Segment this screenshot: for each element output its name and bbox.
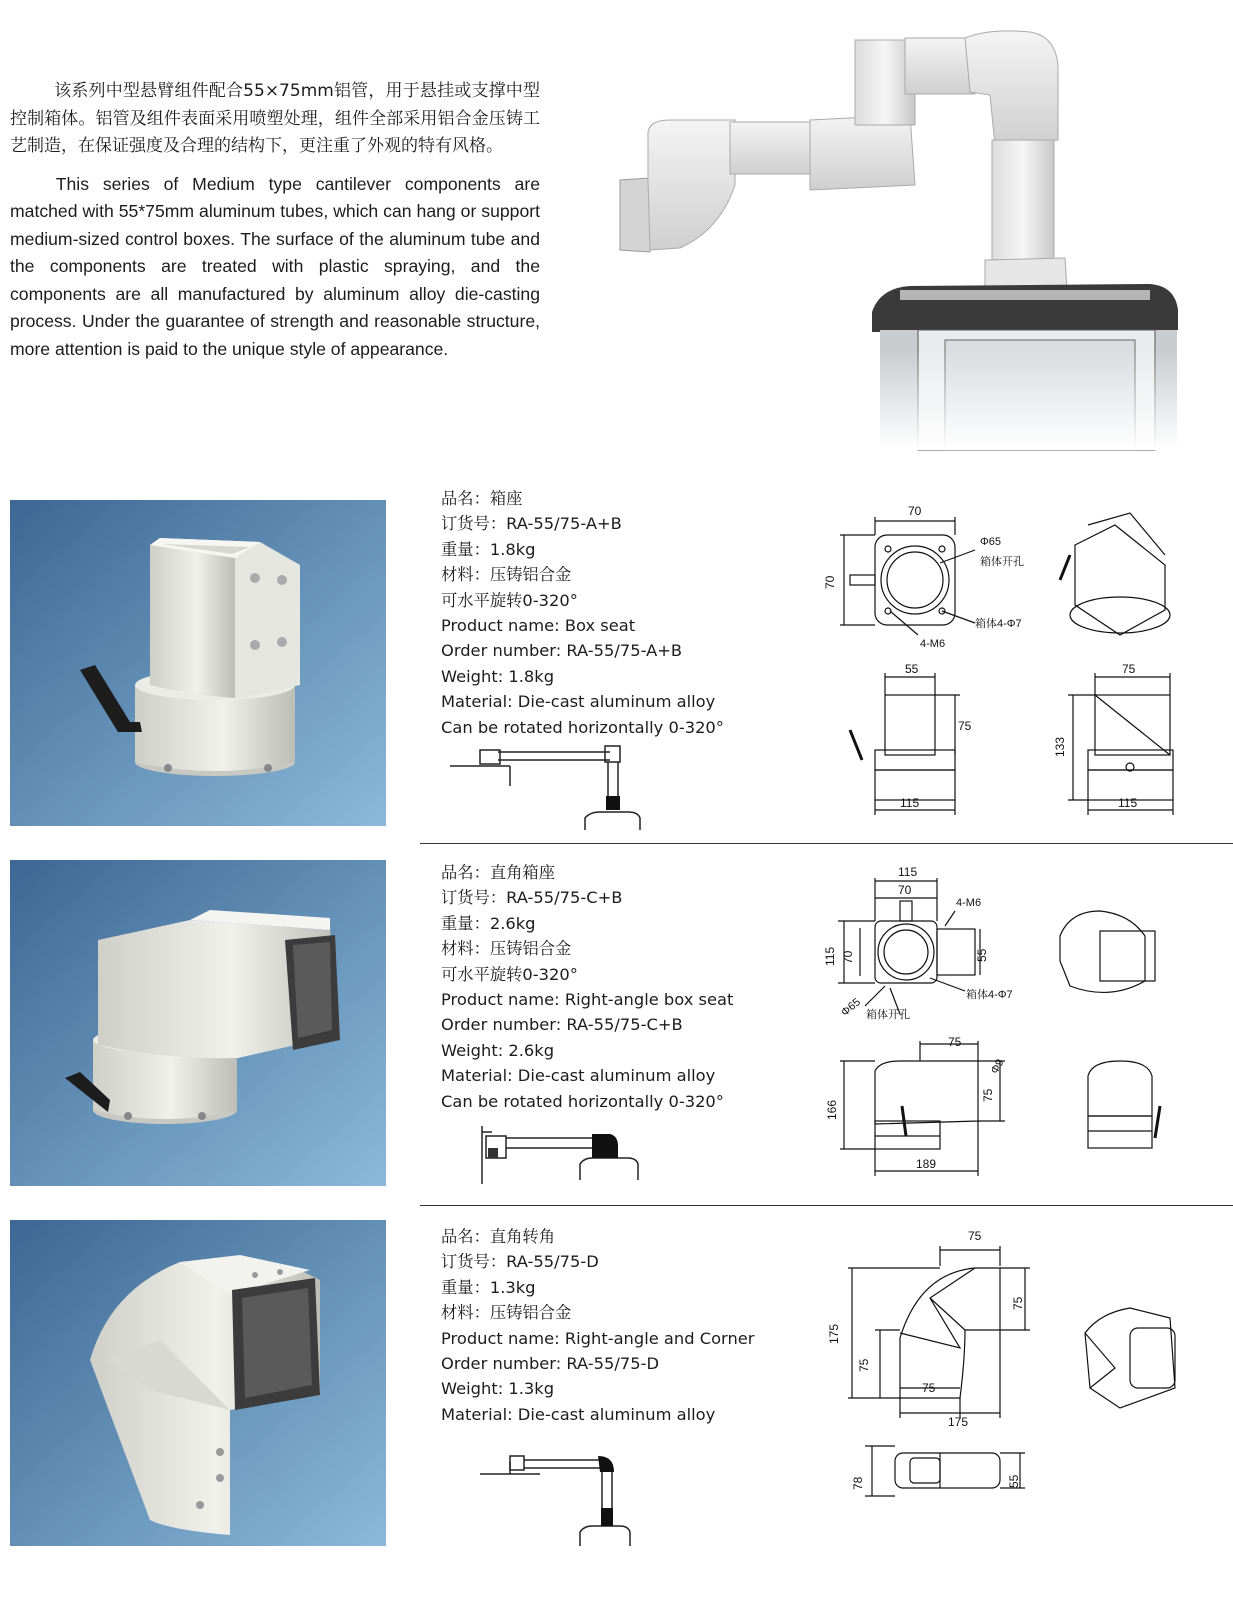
box-seat-specs: [441, 486, 801, 740]
box-seat-install-diagram: [450, 738, 650, 836]
dim-label: 75: [1122, 662, 1136, 676]
spec-line: Material: Die-cast aluminum alloy: [441, 1404, 716, 1424]
dim-label: 75: [857, 1358, 871, 1372]
intro-zh: 该系列中型悬臂组件配合55×75mm铝管，用于悬挂或支撑中型控制箱体。铝管及组件表面采用喷塑处理，组件全部采用铝合金压铸工艺制造，在保证强度及合理的结构下，更注重了外观的特有风格。: [10, 81, 540, 156]
dim-label: 75: [968, 1229, 982, 1243]
spec-line: Order number: RA-55/75-A+B: [441, 641, 683, 661]
dim-label: 115: [1118, 796, 1138, 810]
dim-label: Φ9: [988, 1057, 1007, 1077]
spec-line: Material: Die-cast aluminum alloy: [441, 692, 716, 712]
right-angle-box-seat-drawings: [823, 865, 1225, 1196]
dim-label: Φ65: [980, 536, 1002, 548]
dim-label: 75: [922, 1381, 936, 1395]
dim-label: 55: [1007, 1474, 1021, 1488]
box-seat-drawings: [823, 504, 1225, 835]
dim-label: Φ65: [839, 996, 863, 1019]
spec-line: Weight: 2.6kg: [441, 1040, 555, 1060]
dim-label: 70: [898, 883, 912, 897]
right-angle-corner-drawings: [827, 1228, 1225, 1568]
dim-label: 箱体4-Φ7: [966, 989, 1013, 1001]
spec-line: 品名：直角转角: [441, 1227, 555, 1246]
dim-label: 箱体4-Φ7: [975, 618, 1022, 630]
spec-line: Weight: 1.3kg: [441, 1379, 555, 1399]
spec-line: 可水平旋转0-320°: [441, 590, 578, 610]
spec-line: 重量：2.6kg: [441, 913, 536, 933]
spec-line: Order number: RA-55/75-D: [441, 1354, 659, 1374]
spec-line: 重量：1.8kg: [441, 539, 536, 559]
spec-line: 材料：压铸铝合金: [441, 939, 572, 959]
spec-line: 订货号：RA-55/75-D: [441, 1252, 599, 1272]
dim-label: 78: [851, 1476, 865, 1490]
dim-label: 4-M6: [920, 638, 946, 650]
spec-line: Material: Die-cast aluminum alloy: [441, 1066, 716, 1086]
spec-line: 品名：箱座: [441, 489, 523, 508]
spec-line: 品名：直角箱座: [441, 863, 555, 882]
spec-line: Can be rotated horizontally 0-320°: [441, 717, 724, 737]
spec-line: Product name: Box seat: [441, 616, 636, 636]
right-angle-box-seat-specs: [441, 860, 801, 1114]
right-angle-corner-photo: [10, 1220, 386, 1546]
dim-label: 115: [823, 946, 837, 966]
spec-line: Product name: Right-angle and Corner: [441, 1328, 755, 1348]
dim-label: 75: [1011, 1296, 1025, 1310]
dim-label: 70: [841, 950, 855, 964]
spec-line: 可水平旋转0-320°: [441, 964, 578, 984]
spec-line: 订货号：RA-55/75-A+B: [441, 514, 622, 534]
dim-label: 70: [908, 504, 922, 518]
spec-line: Can be rotated horizontally 0-320°: [441, 1091, 724, 1111]
spec-line: 重量：1.3kg: [441, 1277, 536, 1297]
spec-line: 材料：压铸铝合金: [441, 565, 572, 585]
dim-label: 70: [823, 575, 837, 589]
dim-label: 115: [898, 865, 918, 879]
dim-label: 55: [905, 662, 919, 676]
dim-label: 75: [981, 1088, 995, 1102]
spec-line: 订货号：RA-55/75-C+B: [441, 888, 623, 908]
dim-label: 175: [827, 1323, 841, 1344]
dim-label: 55: [975, 948, 989, 962]
dim-label: 133: [1053, 736, 1067, 757]
section-divider: [420, 1205, 1233, 1206]
dim-label: 75: [948, 1035, 962, 1049]
spec-line: Order number: RA-55/75-C+B: [441, 1015, 683, 1035]
right-angle-box-seat-install-diagram: [480, 1124, 655, 1186]
box-seat-photo: [10, 500, 386, 826]
intro-en: This series of Medium type cantilever components are matched with 55*75mm aluminum tubes, which can hang or support medium-sized control boxes. The surface of the aluminum tube and the components are treated with plastic spraying, and the components are all manufactured by aluminum alloy die-casting process. Under the guarantee of strength and reasonable structure, more attention is paid to the unique style of appearance.: [10, 173, 540, 359]
spec-line: 材料：压铸铝合金: [441, 1303, 572, 1323]
dim-label: 166: [825, 1099, 839, 1120]
right-angle-box-seat-photo: [10, 860, 386, 1186]
hero-cantilever-image: [610, 20, 1210, 450]
spec-line: Weight: 1.8kg: [441, 666, 555, 686]
intro-text: [10, 78, 540, 373]
right-angle-corner-specs: [441, 1224, 801, 1427]
dim-label: 4-M6: [956, 897, 982, 909]
dim-label: 75: [958, 719, 972, 733]
right-angle-corner-install-diagram: [480, 1450, 650, 1550]
dim-label: 115: [900, 796, 920, 810]
dim-label: 箱体开孔: [866, 1009, 910, 1021]
dim-label: 189: [916, 1157, 937, 1171]
dim-label: 箱体开孔: [980, 556, 1024, 568]
dim-label: 175: [948, 1415, 969, 1429]
spec-line: Product name: Right-angle box seat: [441, 990, 734, 1010]
section-divider: [420, 843, 1233, 844]
